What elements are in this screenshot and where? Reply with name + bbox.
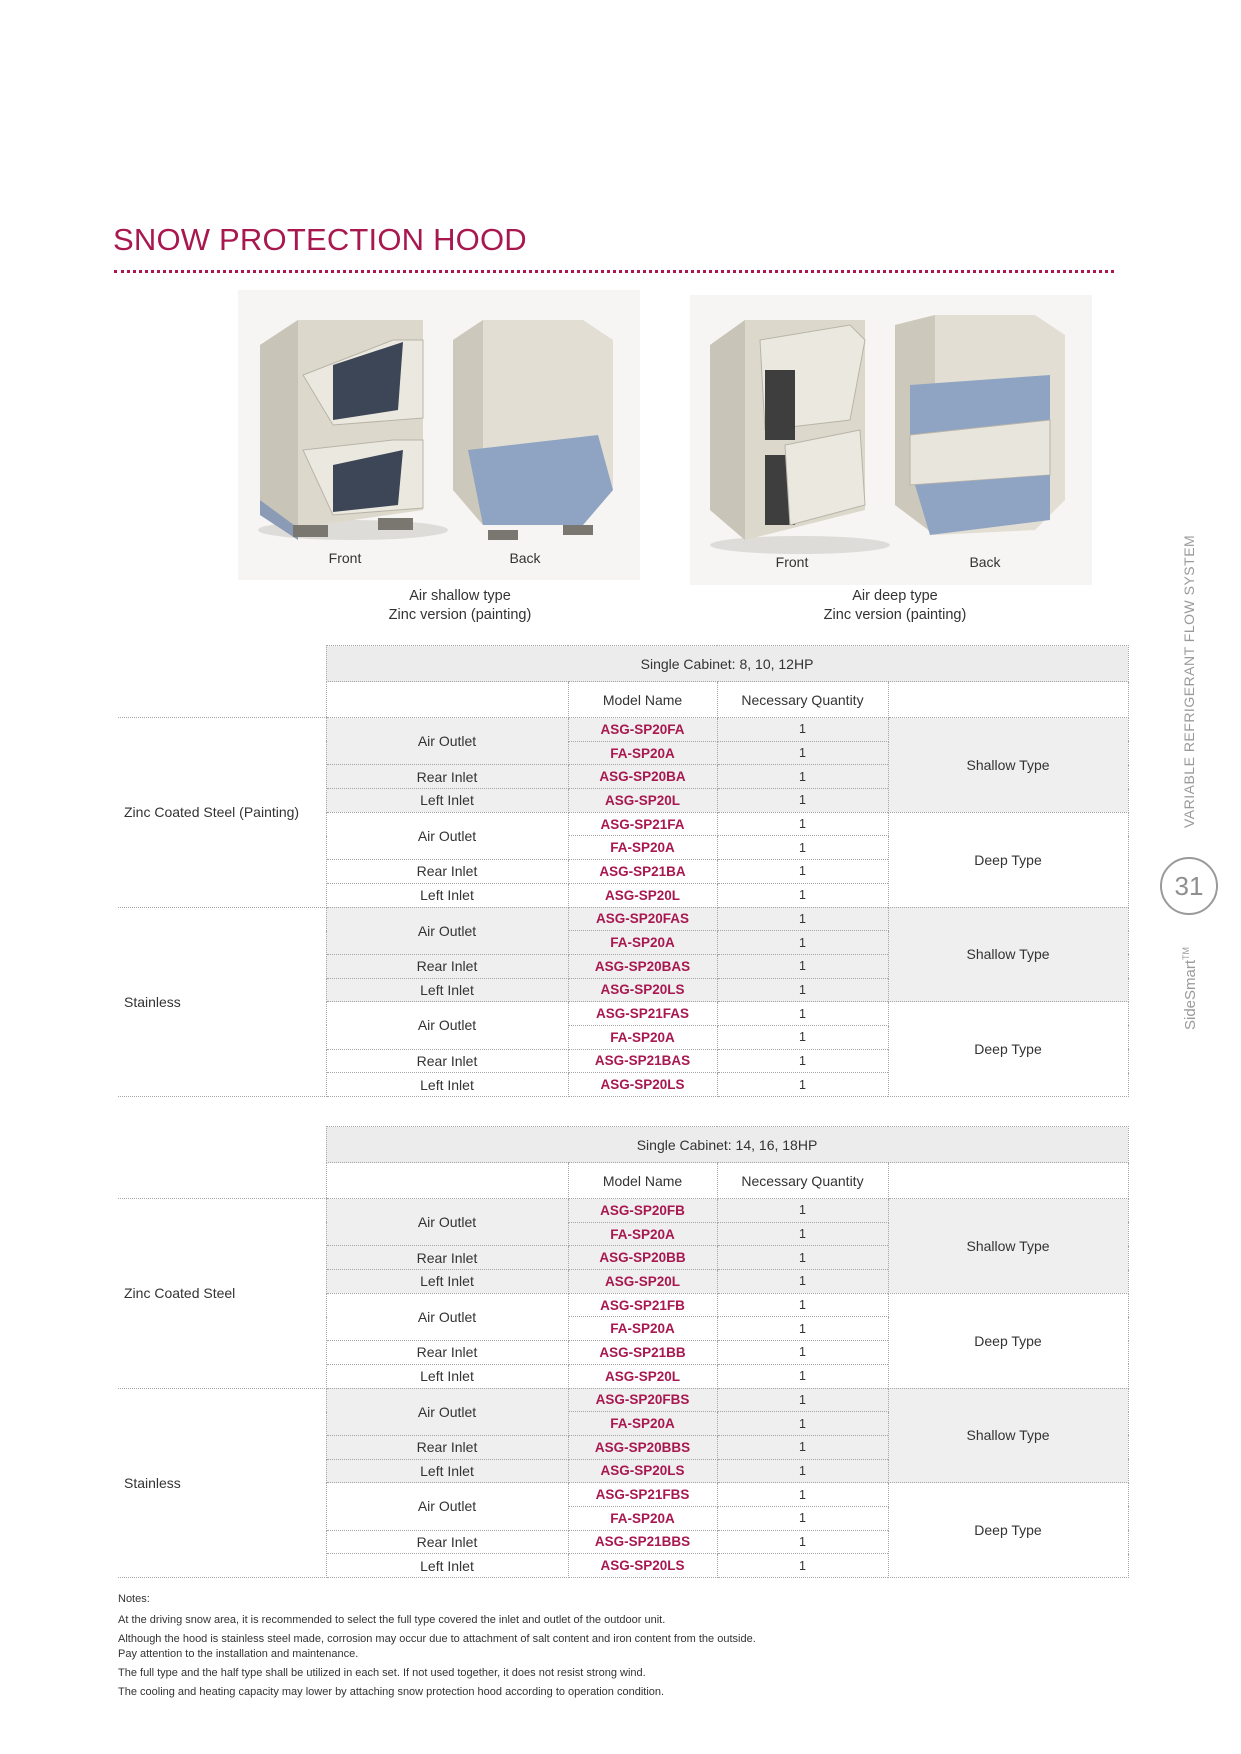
model-name: ASG-SP20BAS [568,954,717,978]
part-label: Air Outlet [326,718,568,765]
model-name: FA-SP20A [568,1506,717,1530]
shallow-version-label: Zinc version (painting) [388,607,532,623]
model-name: ASG-SP21BAS [568,1049,717,1073]
cabinet-header: Single Cabinet: 14, 16, 18HP [326,1127,1128,1163]
title-dotted-rule [114,270,1114,273]
model-name: ASG-SP21BB [568,1341,717,1365]
deep-back-caption: Back [969,554,1001,570]
part-label: Rear Inlet [326,1246,568,1270]
hood-type-label: Deep Type [888,812,1128,907]
quantity: 1 [717,1483,888,1507]
necessary-quantity-header: Necessary Quantity [717,1163,888,1199]
notes-section [118,1592,756,1704]
deep-type-label: Air deep type [852,588,938,604]
shallow-back-caption: Back [509,550,541,566]
quantity: 1 [717,1364,888,1388]
model-name: ASG-SP21FBS [568,1483,717,1507]
part-label: Left Inlet [326,1073,568,1097]
part-label: Air Outlet [326,1388,568,1435]
part-label: Air Outlet [326,1483,568,1530]
model-name: ASG-SP20FAS [568,907,717,931]
shallow-type-label: Air shallow type [409,588,511,604]
quantity: 1 [717,1554,888,1578]
quantity: 1 [717,1388,888,1412]
page-title: SNOW PROTECTION HOOD [113,222,527,257]
note-item: The cooling and heating capacity may lower by attaching snow protection hood according to operation condition. [118,1686,665,1698]
photo-air-deep [690,295,1092,585]
model-name: FA-SP20A [568,931,717,955]
shallow-hood-illustration [238,290,640,580]
hood-type-label: Shallow Type [888,718,1128,813]
table-row [118,1199,1128,1223]
model-name: ASG-SP20L [568,1270,717,1294]
model-name: ASG-SP20BA [568,765,717,789]
part-label: Rear Inlet [326,1341,568,1365]
quantity: 1 [717,836,888,860]
model-name: FA-SP20A [568,836,717,860]
type-header-cell [888,682,1128,718]
model-name: FA-SP20A [568,1412,717,1436]
material-label: Zinc Coated Steel [118,1199,326,1389]
model-name: ASG-SP21FA [568,812,717,836]
quantity: 1 [717,883,888,907]
quantity: 1 [717,1049,888,1073]
header-spacer [118,682,326,718]
model-name: ASG-SP20FA [568,718,717,742]
quantity: 1 [717,1317,888,1341]
header-spacer [118,646,326,682]
model-name: FA-SP20A [568,1317,717,1341]
note-item: Although the hood is stainless steel made, corrosion may occur due to attachment of salt content and iron content from the outside. [118,1633,756,1645]
quantity: 1 [717,789,888,813]
part-label: Left Inlet [326,1459,568,1483]
part-label: Air Outlet [326,1199,568,1246]
spec-table-body [118,646,1128,1097]
part-label: Rear Inlet [326,954,568,978]
part-label: Air Outlet [326,1293,568,1340]
necessary-quantity-header: Necessary Quantity [717,682,888,718]
type-header-cell [888,1163,1128,1199]
part-label: Air Outlet [326,907,568,954]
note-item: The full type and the half type shall be utilized in each set. If not used together, it does not resist strong wind. [118,1667,646,1679]
shallow-front-caption: Front [328,550,362,566]
part-label: Rear Inlet [326,1049,568,1073]
deep-version-label: Zinc version (painting) [823,607,967,623]
model-name: ASG-SP20FB [568,1199,717,1223]
quantity: 1 [717,1435,888,1459]
quantity: 1 [717,1270,888,1294]
quantity: 1 [717,765,888,789]
hood-type-label: Shallow Type [888,907,1128,1002]
model-name: FA-SP20A [568,1222,717,1246]
quantity: 1 [717,1073,888,1097]
model-name: ASG-SP20BB [568,1246,717,1270]
model-name: ASG-SP21FAS [568,1002,717,1026]
spec-table-14-18hp [118,1126,1129,1578]
spec-table-8-12hp [118,645,1129,1097]
part-label: Rear Inlet [326,1530,568,1554]
model-name: ASG-SP21FB [568,1293,717,1317]
photo-air-shallow [238,290,640,580]
model-name: ASG-SP20LS [568,1073,717,1097]
quantity: 1 [717,907,888,931]
quantity: 1 [717,931,888,955]
part-label: Left Inlet [326,978,568,1002]
quantity: 1 [717,1002,888,1026]
material-label: Stainless [118,1388,326,1578]
header-spacer [118,1163,326,1199]
hood-type-label: Shallow Type [888,1388,1128,1483]
quantity: 1 [717,1199,888,1223]
part-label: Rear Inlet [326,765,568,789]
brand-vertical-label [1181,947,1199,1030]
part-label: Rear Inlet [326,1435,568,1459]
part-label: Left Inlet [326,1270,568,1294]
quantity: 1 [717,718,888,742]
quantity: 1 [717,741,888,765]
quantity: 1 [717,1412,888,1436]
system-vertical-label: VARIABLE REFRIGERANT FLOW SYSTEM [1181,534,1197,828]
part-label: Left Inlet [326,789,568,813]
quantity: 1 [717,1222,888,1246]
quantity: 1 [717,1246,888,1270]
deep-front-caption: Front [775,554,809,570]
model-name: ASG-SP21BA [568,860,717,884]
model-name: ASG-SP20L [568,883,717,907]
material-label: Stainless [118,907,326,1097]
spec-table-body [118,1127,1128,1578]
part-label: Air Outlet [326,812,568,859]
part-label: Air Outlet [326,1002,568,1049]
brand-trademark: TM [1181,946,1191,960]
note-item: At the driving snow area, it is recommended to select the full type covered the inlet and outlet of the outdoor unit. [118,1614,666,1626]
model-name: ASG-SP21BBS [568,1530,717,1554]
model-name: FA-SP20A [568,741,717,765]
model-name: ASG-SP20L [568,1364,717,1388]
model-name-header: Model Name [568,1163,717,1199]
part-label: Rear Inlet [326,860,568,884]
model-name-header: Model Name [568,682,717,718]
brand-name: SideSmart [1182,959,1199,1030]
quantity: 1 [717,954,888,978]
part-label: Left Inlet [326,883,568,907]
note-item: Pay attention to the installation and maintenance. [118,1648,359,1660]
hood-type-label: Shallow Type [888,1199,1128,1294]
model-name: FA-SP20A [568,1025,717,1049]
hood-type-label: Deep Type [888,1293,1128,1388]
quantity: 1 [717,1506,888,1530]
notes-heading: Notes: [118,1593,150,1605]
model-name: ASG-SP20LS [568,1459,717,1483]
table-row [118,718,1128,742]
part-label: Left Inlet [326,1554,568,1578]
quantity: 1 [717,978,888,1002]
quantity: 1 [717,812,888,836]
material-label: Zinc Coated Steel (Painting) [118,718,326,908]
quantity: 1 [717,860,888,884]
header-spacer [118,1127,326,1163]
cabinet-header: Single Cabinet: 8, 10, 12HP [326,646,1128,682]
deep-hood-illustration [690,295,1092,585]
model-name: ASG-SP20L [568,789,717,813]
quantity: 1 [717,1293,888,1317]
table-row [118,907,1128,931]
table-row [118,1388,1128,1412]
model-name: ASG-SP20BBS [568,1435,717,1459]
hood-type-label: Deep Type [888,1002,1128,1097]
quantity: 1 [717,1025,888,1049]
part-header-cell [326,682,568,718]
part-label: Left Inlet [326,1364,568,1388]
part-header-cell [326,1163,568,1199]
model-name: ASG-SP20FBS [568,1388,717,1412]
model-name: ASG-SP20LS [568,1554,717,1578]
quantity: 1 [717,1459,888,1483]
page-number: 31 [1160,857,1218,915]
quantity: 1 [717,1341,888,1365]
hood-type-label: Deep Type [888,1483,1128,1578]
model-name: ASG-SP20LS [568,978,717,1002]
quantity: 1 [717,1530,888,1554]
